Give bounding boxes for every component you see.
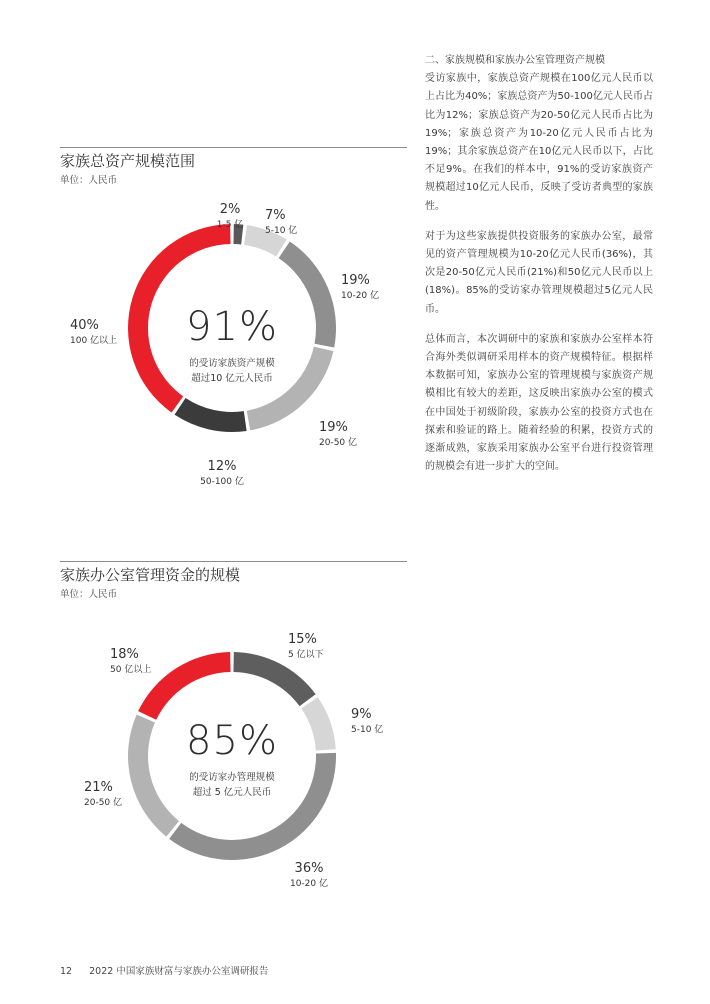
chart2-center-value: 85% [186, 718, 278, 764]
section-heading: 二、家族规模和家族办公室管理资产规模 [425, 55, 605, 66]
chart1-slice-4 [175, 398, 247, 432]
body-paragraph-3: 总体而言，本次调研中的家族和家族办公室样本符合海外类似调研采用样本的资产规模特征。根据样本数据可知，家族办公室的管理规模与家族资产规模相比有较大的差距，这反映出家族办公室的模式在中国处于初级阶段，家族办公室的投资方式也在探索和验证的路上。随着经验的积累，投资方式的逐渐成熟，家族采用家族办公室平台进行投资管理的规模会有进一步扩大的空间。 [425, 333, 653, 473]
chart2-center-caption: 的受访家办管理规模 超过 5 亿元人民币 [189, 772, 275, 798]
chart1-title: 家族总资产规模范围 [60, 152, 196, 170]
chart2-label-20-50: 21% 20-50 亿 [84, 780, 123, 808]
report-title: 2022 中国家族财富与家族办公室调研报告 [89, 966, 269, 977]
chart2-top-rule [60, 561, 407, 562]
chart2-label-under-5: 15% 5 亿以下 [288, 632, 324, 660]
chart1-label-10-20: 19% 10-20 亿 [341, 273, 380, 301]
chart1-top-rule [60, 147, 407, 148]
chart1-label-1-5: 2% 1-5 亿 [216, 202, 244, 230]
body-paragraph-1: 受访家族中，家族总资产规模在100亿元人民币以上占比为40%；家族总资产为50-100亿元人民币占比为12%；家族总资产为20-50亿元人民币占比为19%；家族总资产为10-20亿元人民币占比为19%；其余家族总资产在10亿元人民币以下，占比不足9%。在我们的样本中，91%的受访家族资产规模超过10亿元人民币，反映了受访者典型的家族性。 [425, 73, 653, 212]
chart1-label-5-10: 7% 5-10 亿 [265, 208, 298, 236]
chart2-slice-4 [138, 652, 230, 720]
chart2-slice-1 [301, 697, 336, 750]
chart1-label-100-plus: 40% 100 亿以上 [70, 318, 118, 346]
chart2-label-5-10: 9% 5-10 亿 [351, 707, 384, 735]
chart1-label-50-100: 12% 50-100 亿 [200, 459, 244, 487]
chart1-center-caption: 的受访家族资产规模 超过10 亿元人民币 [189, 358, 275, 384]
chart1-unit: 单位：人民币 [60, 175, 118, 186]
body-paragraph-2: 对于为这些家族提供投资服务的家族办公室，最常见的资产管理规模为10-20亿元人民币(36%)，其次是20-50亿元人民币(21%)和50亿元人民币以上(18%)。85%的受访家办管理规模超过5亿元人民币。 [425, 230, 653, 315]
chart2-unit: 单位：人民币 [60, 589, 118, 600]
chart2-label-10-20: 36% 10-20 亿 [289, 861, 328, 889]
page-number: 12 [60, 966, 73, 977]
chart2-slice-2 [169, 753, 336, 860]
chart2-label-50-plus: 18% 50 亿以上 [110, 647, 152, 675]
chart2-title: 家族办公室管理资金的规模 [60, 566, 241, 584]
body-text-column [425, 52, 653, 488]
chart1-label-20-50: 19% 20-50 亿 [319, 420, 358, 448]
chart1-center-value: 91% [186, 304, 278, 350]
page-footer [60, 963, 268, 977]
